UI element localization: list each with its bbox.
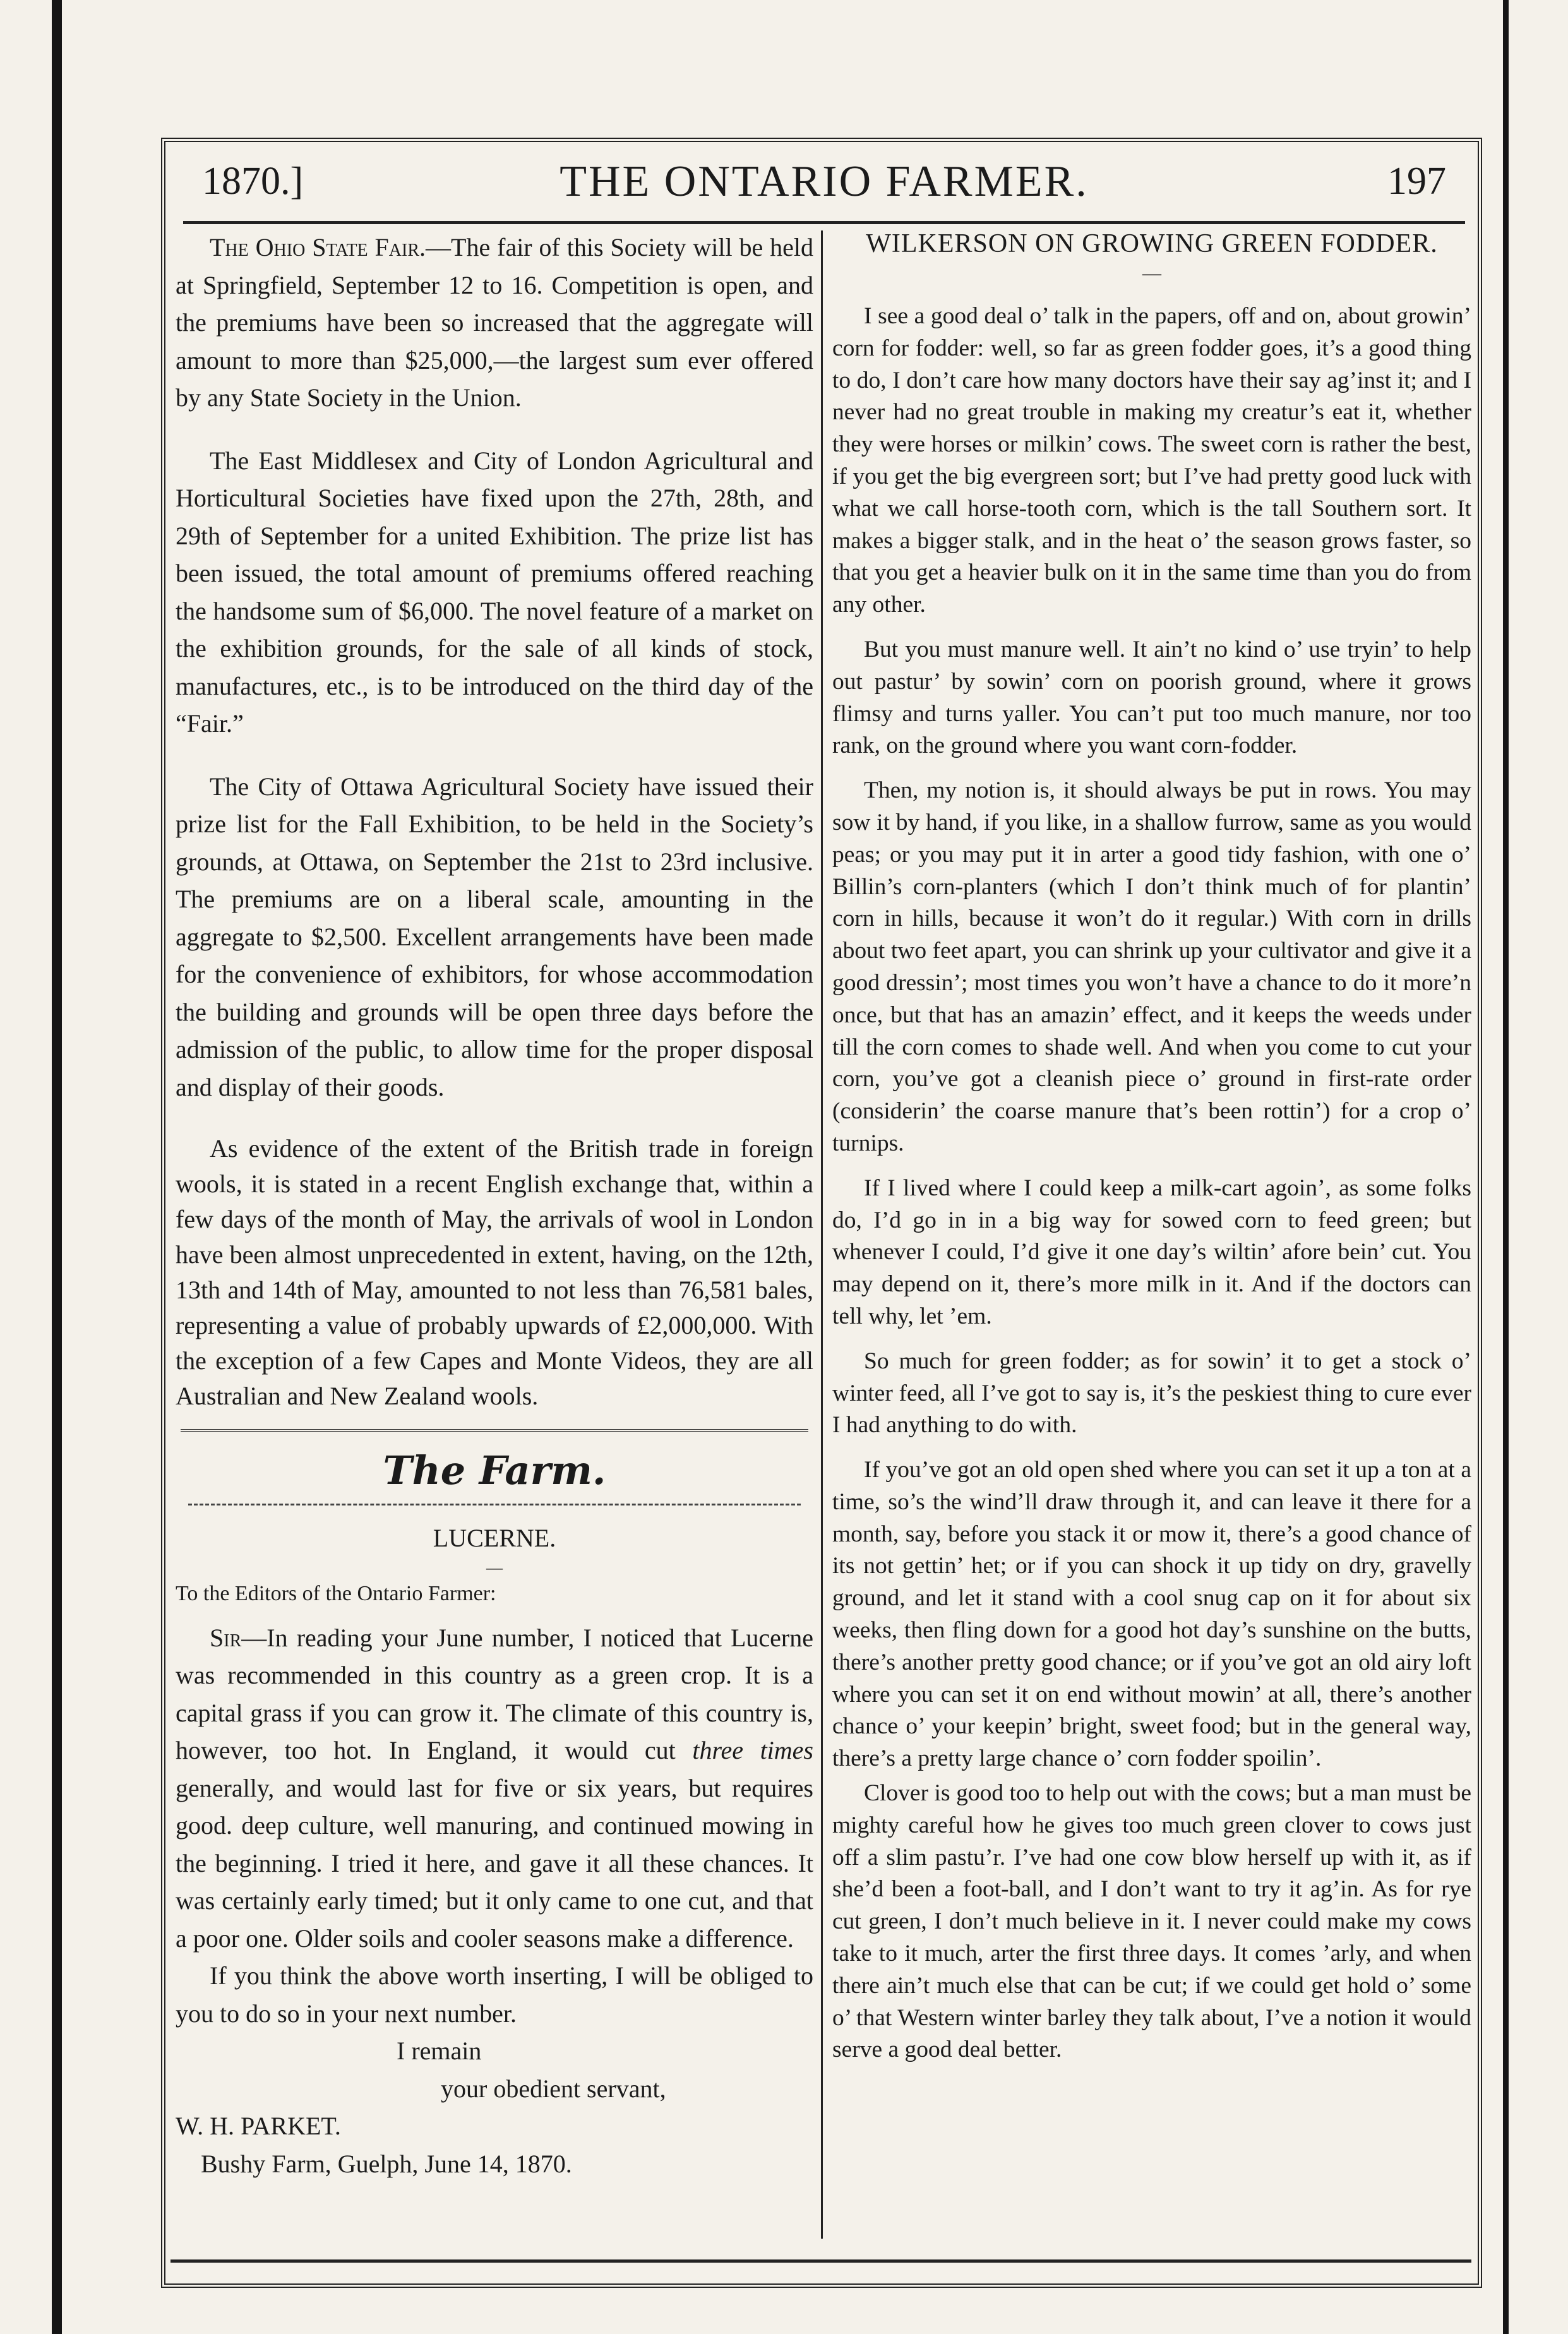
- fodder-article-title: WILKERSON ON GROWING GREEN FODDER.: [866, 229, 1438, 258]
- fodder-paragraph: Then, my notion is, it should always be put in rows. You may sow it by hand, if you like, in a shallow furrow, same as you would peas; or you may put it in arter a good tidy fashion, with one o’ Billin’s corn-planters (which I don’t think much of for plantin’ corn in hills, because it won’t do it regular.) With corn in drills about two feet apart, you can shrink up your cultivator and give it a good dressin’; most times you won’t have a chance to do it more’n once, but that has an amazin’ effect, and it keeps the weeds under till the corn comes to shade well. And when you come to cut your corn, you’ve got a cleanish piece o’ ground in first-rate order (considerin’ the coarse manure that’s been rottin’) for a crop o’ turnips.: [832, 777, 1471, 1156]
- ohio-fair-lead: The Ohio State Fair.: [210, 233, 426, 261]
- lucerne-dash: —: [486, 1558, 503, 1577]
- header-page-number: 197: [1387, 160, 1446, 203]
- middlesex-paragraph: The East Middlesex and City of London Agricultural and Horticultural Societies have fixed upon the 27th, 28th, and 29th of September for a united Exhibition. The prize list has been issued, the total amount of premiums offered reaching the handsome sum of $6,000. The novel feature of a market on the exhibition grounds, for the sale of all kinds of stock, manufactures, etc., is to be introduced on the third day of the “Fair.”: [176, 446, 813, 738]
- lucerne-letter: [176, 1619, 813, 2183]
- lucerne-salutation: Sir: [210, 1623, 242, 1652]
- page-header: [183, 152, 1465, 224]
- scan-edge-left: [52, 0, 62, 2334]
- header-title: THE ONTARIO FARMER.: [560, 157, 1089, 206]
- lucerne-servant: your obedient servant,: [441, 2074, 666, 2103]
- lucerne-body: [176, 1619, 813, 1958]
- section-heading: The Farm.: [383, 1447, 606, 1493]
- ottawa-paragraph: The City of Ottawa Agricultural Society have issued their prize list for the Fall Exhibition, to be held in the Society’s grounds, at Ottawa, on September the 21st to 23rd inclusive. The premiums are on a liberal scale, amounting in the aggregate to $2,500. Excellent arrangements have been made for the convenience of exhibitors, for whose accommodation the building and grounds will be open three days before the admission of the public, to allow time for the proper disposal and display of their goods.: [176, 772, 813, 1101]
- lucerne-addressee: To the Editors of the Ontario Farmer:: [176, 1581, 496, 1605]
- fodder-paragraph: If you’ve got an old open shed where you can set it up a ton at a time, so’s the wind’ll draw through it, and can leave it there for a month, say, before you stack it or mow it, there’s a good chance of its not gettin’ het; or if you can shock it up tidy on dry, gravelly ground, and let it stand with a cool snug cap on it for about six weeks, then fling down for a good hot day’s sunshine on the butts, there’s another pretty good chance; or if you’ve got an old airy loft where you can set it on end without mowin’ at all, there’s another chance o’ your keepin’ bright, sweet food; but in the general way, there’s a pretty large chance o’ corn fodder spoilin’.: [832, 1457, 1471, 1772]
- fodder-paragraph: Clover is good too to help out with the cows; but a man must be mighty careful how he gives too much green clover to cows just off a slim pastu’r. I’ve had one cow blow herself up with it, as if she’d been a foot-ball, and I don’t want to try it ag’in. As for rye cut green, I don’t much believe in it. I never could make my cows take to it much, arter the first three days. It comes ’arly, and when there ain’t much else that can be cut; if we could get hold o’ some o’ that Western winter barley they talk about, I’ve a notion it would serve a good deal better.: [832, 1780, 1471, 2063]
- ohio-fair-text: —The fair of this Society will be held at Springfield, September 12 to 16. Competition is open, and the premiums have been so increased that the aggregate will amount to more than $25,000,—the largest sum ever offered by any State Society in the Union.: [176, 233, 814, 412]
- section-separator: [181, 1429, 808, 1432]
- fodder-paragraph: I see a good deal o’ talk in the papers, off and on, about growin’ corn for fodder: well, so far as green fodder goes, it’s a good thing to do, I don’t care how many doctors have their say ag’inst it; and I never had no great trouble in making my creatur’s eat it, whether they were horses or milkin’ cows. The sweet corn is rather the best, if you get the big evergreen sort; but I’ve had pretty good luck with what we call horse-tooth corn, which is the tall Southern sort. It makes a bigger stalk, and in the heat o’ the season grows faster, so that you get a heavier bulk on it in the same time than you do from any other.: [832, 303, 1471, 618]
- lucerne-signature: W. H. PARKET.: [176, 2112, 341, 2140]
- lucerne-emphasis: three times: [692, 1736, 813, 1764]
- bottom-rule: [171, 2259, 1471, 2263]
- lucerne-closing-paragraph: If you think the above worth inserting, I will be obliged to you to do so in your next number.: [176, 1961, 813, 2028]
- left-column: [176, 229, 813, 2182]
- scan-edge-right: [1503, 0, 1509, 2334]
- fodder-paragraph: So much for green fodder; as for sowin’ it to get a stock o’ winter feed, all I’ve got to say is, it’s the peskiest thing to cure ever I had anything to do with.: [832, 1348, 1471, 1439]
- section-heading-rule: [188, 1504, 801, 1505]
- lucerne-remain: I remain: [397, 2037, 482, 2065]
- header-year: 1870.]: [202, 160, 304, 203]
- fodder-title-mark: —: [1142, 263, 1161, 284]
- lucerne-body-end: generally, and would last for five or six years, but requires good. deep culture, well manuring, and continued mowing in the beginning. I tried it here, and gave it all these chances. It was certainly early timed; but it only came to one cut, and that a poor one. Older soils and cooler seasons make a difference.: [176, 1773, 813, 1953]
- fodder-paragraph: But you must manure well. It ain’t no kind o’ use tryin’ to help out pastur’ by sowin’ corn on poorish ground, where it grows flimsy and turns yaller. You can’t put too much manure, nor too rank, on the ground where you want corn-fodder.: [832, 636, 1471, 759]
- lucerne-place-date: Bushy Farm, Guelph, June 14, 1870.: [201, 2149, 572, 2178]
- lucerne-title: LUCERNE.: [433, 1524, 556, 1552]
- fodder-paragraph: If I lived where I could keep a milk-cart agoin’, as some folks do, I’d go in in a big way for sowed corn to feed green; but whenever I could, I’d give it one day’s wiltin’ afore bein’ cut. You may depend on it, there’s more milk in it. And if the doctors can tell why, let ’em.: [832, 1175, 1471, 1329]
- lucerne-body-start: —In reading your June number, I noticed that Lucerne was recommended in this country as a green crop. It is a capital grass if you can grow it. The climate of this country is, however, too hot. In England, it would cut: [176, 1623, 813, 1764]
- column-divider: [821, 230, 823, 2239]
- ohio-fair-paragraph: [176, 229, 813, 417]
- right-column: [832, 229, 1471, 2079]
- wool-paragraph: As evidence of the extent of the British trade in foreign wools, it is stated in a recent English exchange that, within a few days of the month of May, the arrivals of wool in London have been almost unprecedented in extent, having, on the 12th, 13th and 14th of May, amounted to not less than 76,581 bales, representing a value of probably upwards of £2,000,000. With the exception of a few Capes and Monte Videos, they are all Australian and New Zealand wools.: [176, 1134, 813, 1410]
